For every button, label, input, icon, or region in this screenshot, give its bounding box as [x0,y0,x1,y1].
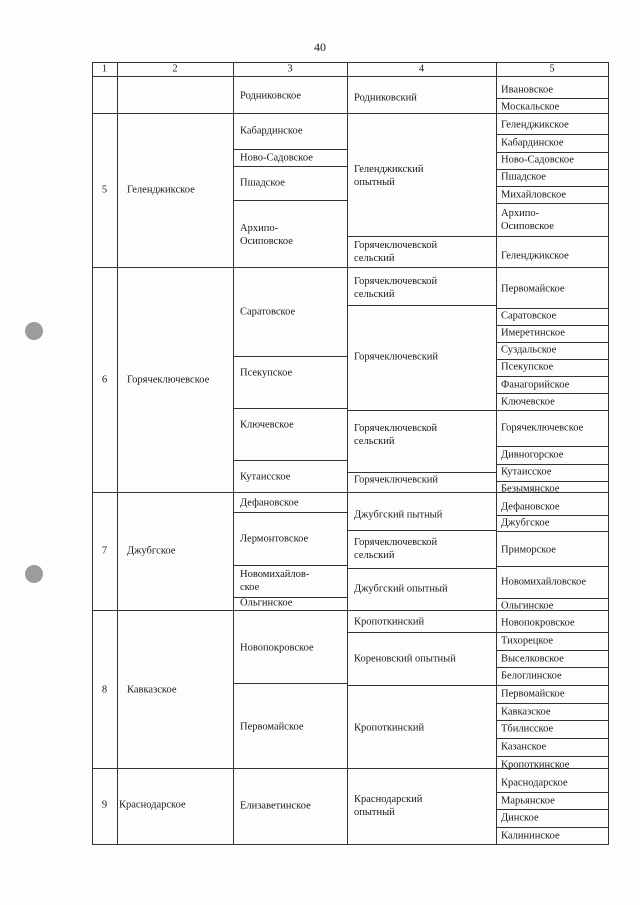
table-cell: Новомихайловское [501,576,587,588]
table-cell: Горячеключевское [501,422,584,434]
table-rule [496,703,609,704]
table-rule [496,531,609,532]
table-cell: Саратовское [501,310,557,322]
table-rule [496,62,497,845]
table-rule [496,650,609,651]
page-number: 40 [314,40,326,54]
table-cell: Суздальское [501,344,557,356]
table-cell: Лермонтовское [240,533,309,545]
table-cell: Первомайское [501,283,565,295]
table-rule [92,267,609,268]
table-rule [496,186,609,187]
table-cell: Горячеключевской сельский [354,276,438,300]
table-rule [233,62,234,845]
table-rule [496,446,609,447]
table-cell: Новомихайлов- ское [240,569,310,593]
table-cell: Геленджикское [501,250,569,262]
enterprise-name: Кавказское [127,684,177,696]
table-cell: Кропоткинский [354,616,425,628]
table-cell: Казанское [501,741,547,753]
table-cell: Кропоткинский [354,722,425,734]
table-rule [347,305,497,306]
table-cell: Михайловское [501,189,566,201]
table-cell: Ольгинское [240,597,293,609]
row-number: 7 [101,545,108,557]
table-cell: Первомайское [240,721,304,733]
table-cell: Тихорецкое [501,635,554,647]
punch-hole-icon [25,565,43,583]
table-rule [496,410,609,411]
table-rule [347,632,497,633]
table-rule [233,565,348,566]
table-rule [496,98,609,99]
table-cell: Калининское [501,830,560,842]
column-header: 3 [287,63,293,75]
table-cell: Кабардинское [501,137,564,149]
table-rule [496,566,609,567]
column-header: 1 [101,63,108,75]
table-rule [496,134,609,135]
table-rule [233,460,348,461]
table-cell: Белоглинское [501,670,562,682]
table-rule [496,720,609,721]
column-header: 4 [418,63,425,75]
table-cell: Краснодарский опытный [354,794,423,818]
table-cell: Выселковское [501,653,564,665]
enterprise-name: Краснодарское [119,799,186,811]
table-cell: Пшадское [501,171,546,183]
table-rule [347,236,497,237]
row-number: 8 [101,684,108,696]
table-rule [496,376,609,377]
table-rule [92,62,609,63]
table-rule [92,76,609,77]
table-cell: Дефановское [240,497,299,509]
table-cell: Кутаисское [501,466,552,478]
table-rule [496,393,609,394]
table-rule [496,667,609,668]
table-cell: Москальское [501,101,560,113]
table-cell: Тбилисское [501,723,554,735]
enterprise-name: Джубгское [127,545,176,557]
table-cell: Кропоткинское [501,759,570,771]
table-cell: Дивногорское [501,449,564,461]
table-rule [496,236,609,237]
table-cell: Приморское [501,544,556,556]
table-cell: Кавказское [501,706,551,718]
table-cell: Горячеключевской сельский [354,423,438,447]
row-number: 5 [101,184,108,196]
punch-hole-icon [25,322,43,340]
table-cell: Кореновский опытный [354,653,456,665]
table-cell: Ново-Садовское [501,154,574,166]
table-cell: Горячеключевской сельский [354,240,438,264]
table-cell: Ольгинское [501,600,554,612]
table-cell: Пшадское [240,177,285,189]
table-cell: Ивановское [501,84,554,96]
table-cell: Джубгское [501,517,550,529]
table-cell: Кутаисское [240,471,291,483]
table-rule [496,738,609,739]
table-rule [347,685,497,686]
table-cell: Фанагорийское [501,379,570,391]
table-rule [233,356,348,357]
table-cell: Кабардинское [240,125,303,137]
table-rule [233,408,348,409]
table-cell: Краснодарское [501,777,568,789]
table-rule [496,792,609,793]
table-cell: Имеретинское [501,327,565,339]
table-rule [233,166,348,167]
table-cell: Родниковский [354,92,417,104]
table-rule [347,568,497,569]
table-cell: Джубгский пытный [354,509,443,521]
table-cell: Саратовское [240,306,296,318]
table-cell: Родниковское [240,90,302,102]
table-cell: Архипо- Осиповское [240,223,293,247]
table-cell: Первомайское [501,688,565,700]
table-cell: Новопокровское [501,617,575,629]
table-cell: Горячеключевский [354,474,439,486]
table-cell: Ново-Садовское [240,152,313,164]
row-number: 9 [101,799,108,811]
table-rule [347,410,497,411]
table-rule [496,756,609,757]
table-cell: Новопокровское [240,642,314,654]
table-cell: Геленджикское [501,119,569,131]
table-rule [496,685,609,686]
table-cell: Безымянское [501,483,560,495]
table-rule [92,62,93,845]
table-cell: Горячеключевской сельский [354,537,438,561]
table-rule [347,530,497,531]
table-cell: Ключевское [240,419,294,431]
table-rule [92,844,609,845]
column-header: 5 [549,63,555,75]
table-rule [496,632,609,633]
table-rule [496,809,609,810]
table-rule [347,62,348,845]
table-rule [117,62,118,845]
table-cell: Горячеключевский [354,351,439,363]
table-cell: Джубгский опытный [354,583,448,595]
table-rule [233,149,348,150]
enterprise-name: Геленджикское [127,184,195,196]
table-rule [496,827,609,828]
enterprise-name: Горячеключевское [127,374,210,386]
table-rule [233,683,348,684]
table-cell: Марьянское [501,795,555,807]
table-rule [608,62,609,845]
table-cell: Дефановское [501,501,560,513]
table-rule [233,200,348,201]
table-cell: Елизаветинское [240,800,311,812]
column-header: 2 [172,63,178,75]
table-cell: Ключевское [501,396,555,408]
table-rule [496,203,609,204]
row-number: 6 [101,374,108,386]
table-rule [233,512,348,513]
table-cell: Динское [501,812,539,824]
table-cell: Архипо- Осиповское [501,208,554,232]
table-cell: Геленджикский опытный [354,164,424,188]
table-cell: Псекупское [501,361,554,373]
table-cell: Псекупское [240,367,293,379]
